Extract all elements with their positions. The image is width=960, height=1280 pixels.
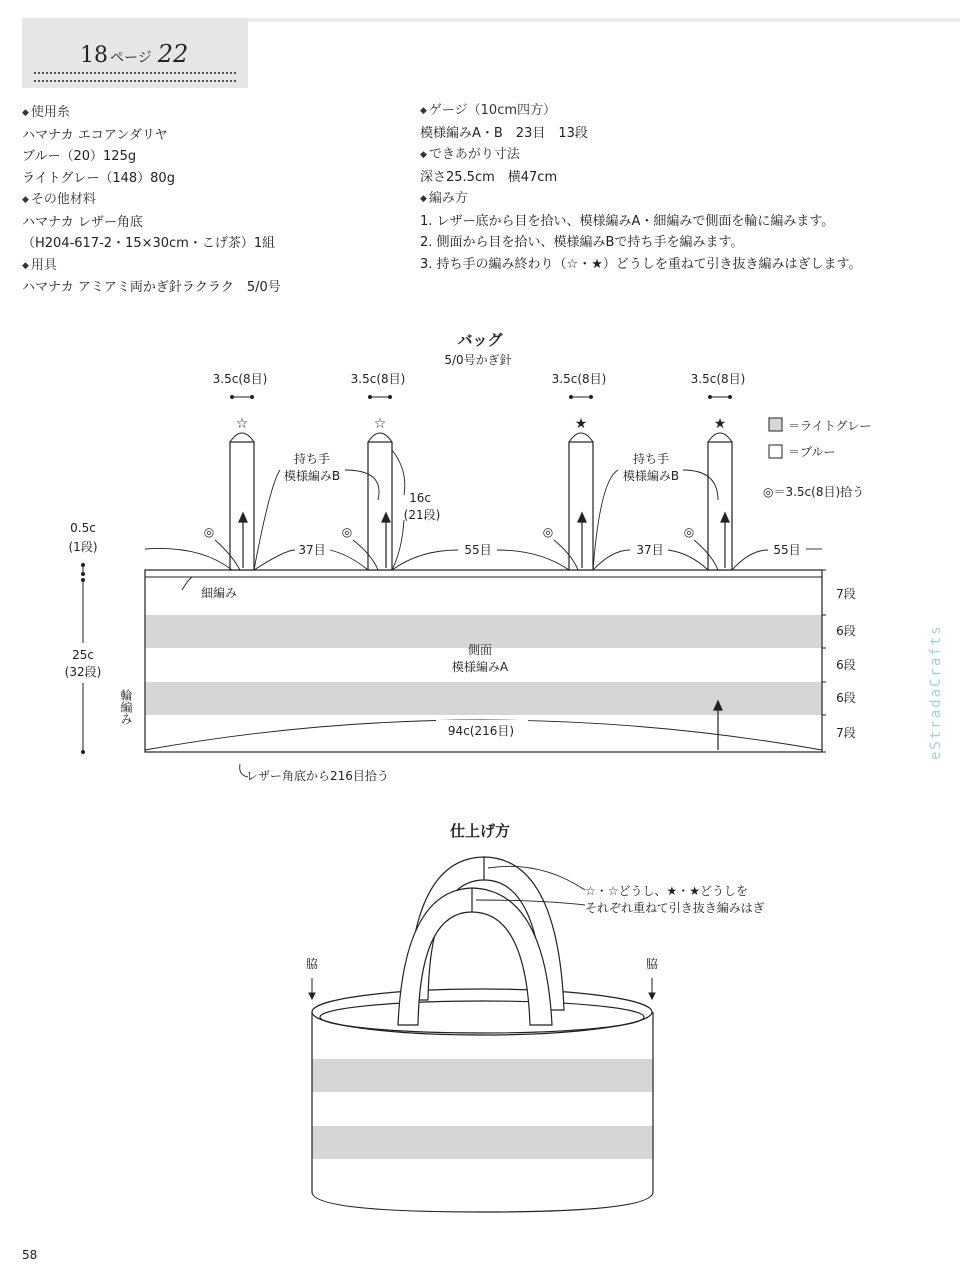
tools-line: ハマナカ アミアミ両かぎ針ラクラク 5/0号 <box>22 280 281 295</box>
yarn-line: ライトグレー（148）80g <box>22 170 175 186</box>
stripe-lightgray <box>312 1059 653 1092</box>
single-crochet-label: 細編み <box>201 586 238 600</box>
base-pickup-label: レザー角底から216目拾う <box>246 769 389 783</box>
other-materials-line: （H204-617-2・15×30cm・こげ茶）1組 <box>22 236 276 251</box>
side-seam-label: 脇 <box>305 957 319 971</box>
handle-height-rows: (21段) <box>403 508 441 522</box>
pickup-mark-icon: ◎ <box>341 525 353 539</box>
basket-outline <box>312 989 653 1212</box>
page-number: 58 <box>22 1248 38 1262</box>
gauge-line: 模様編みA・B 23目 13段 <box>420 125 588 141</box>
tools-heading: ◆ 用具 <box>22 255 281 278</box>
handle <box>368 442 392 570</box>
legend-lightgray-label: ＝ライトグレー <box>788 419 872 433</box>
yarn-line: ハマナカ エコアンダリヤ <box>22 127 168 143</box>
pickup-mark-icon: ◎ <box>203 525 215 539</box>
handle-label: 持ち手 <box>293 452 331 466</box>
handle <box>708 442 732 570</box>
top-row-count: (1段) <box>68 540 98 554</box>
top-row-height: 0.5c <box>70 521 96 535</box>
method-step: 1. レザー底から目を拾い、模様編みA・細編みで側面を輪に編みます。 <box>420 213 835 229</box>
rows-count: 7段 <box>836 587 856 601</box>
handle-pattern-label: 模様編みB <box>283 469 341 483</box>
ref-page-number: 18 <box>80 43 108 68</box>
bag-title: バッグ <box>457 331 503 349</box>
side-seam-label: 脇 <box>645 957 659 971</box>
handle-tips <box>230 433 732 442</box>
rows-count: 7段 <box>836 726 856 740</box>
header-rule <box>248 18 960 22</box>
size-heading: ◆ できあがり寸法 <box>420 144 861 167</box>
side-label: 側面 <box>467 643 493 657</box>
method-heading: ◆ 編み方 <box>420 188 861 211</box>
materials-section <box>22 102 281 299</box>
method-step: 2. 側面から目を拾い、模様編みBで持ち手を編みます。 <box>420 235 744 250</box>
body-height: 25c <box>72 648 94 662</box>
handle <box>569 442 593 570</box>
star-open-icon: ☆ <box>235 416 249 432</box>
gauge-heading: ◆ ゲージ（10cm四方） <box>420 100 861 123</box>
yarn-line: ブルー（20）125g <box>22 149 137 164</box>
star-filled-icon: ★ <box>713 416 727 432</box>
pattern-number: 22 <box>157 40 189 68</box>
page-title <box>80 40 188 68</box>
bag-diagram <box>0 320 960 790</box>
finishing-diagram <box>0 815 960 1215</box>
method-step: 3. 持ち手の編み終わり（☆・★）どうしを重ねて引き抜き編みはぎします。 <box>420 256 862 272</box>
gap-stitches: 55目 <box>464 543 492 557</box>
joining-note: それぞれ重ねて引き抜き編みはぎ <box>585 901 765 915</box>
gap-stitches: 55目 <box>773 543 801 557</box>
in-the-round-label: 輪編み <box>119 689 133 725</box>
joining-note: ☆・☆どうし、★・★どうしを <box>585 884 749 898</box>
handle-width: 3.5c(8目) <box>212 372 268 386</box>
side-pattern-label: 模様編みA <box>451 660 509 674</box>
finishing-title: 仕上げ方 <box>449 822 511 840</box>
size-line: 深さ25.5cm 横47cm <box>420 169 558 185</box>
body-row-count: (32段) <box>64 665 102 679</box>
legend-blue-label: ＝ブルー <box>788 445 836 459</box>
legend-pickup-label: ◎＝3.5c(8目)拾う <box>763 485 865 499</box>
rows-count: 6段 <box>836 691 856 705</box>
star-filled-icon: ★ <box>574 416 588 432</box>
rows-count: 6段 <box>836 624 856 638</box>
handle-width: 3.5c(8目) <box>350 372 406 386</box>
other-materials-line: ハマナカ レザー角底 <box>22 214 143 230</box>
handle <box>230 442 254 570</box>
handle-pattern-label: 模様編みB <box>622 469 680 483</box>
handle-width: 3.5c(8目) <box>551 372 607 386</box>
stripe-lightgray <box>312 1126 653 1159</box>
gap-stitches: 37目 <box>636 543 664 557</box>
width-ticks <box>231 396 732 399</box>
gap-stitches: 37目 <box>298 543 326 557</box>
handle-width: 3.5c(8目) <box>690 372 746 386</box>
star-open-icon: ☆ <box>373 416 387 432</box>
page-header <box>22 18 248 88</box>
rows-count: 6段 <box>836 658 856 672</box>
ref-page-word: ページ <box>110 50 152 66</box>
yarn-heading: ◆ 使用糸 <box>22 102 281 125</box>
pickup-mark-icon: ◎ <box>683 525 695 539</box>
hook-size: 5/0号かぎ針 <box>444 353 512 367</box>
pickup-mark-icon: ◎ <box>542 525 554 539</box>
header-dotted-rule <box>34 72 236 82</box>
legend-blue-swatch <box>769 445 782 458</box>
handle-height: 16c <box>409 491 431 505</box>
body-width: 94c(216目) <box>447 724 515 738</box>
watermark: eStradaCrafts <box>928 624 944 760</box>
specs-section <box>420 100 861 275</box>
other-materials-heading: ◆ その他材料 <box>22 189 281 212</box>
legend-lightgray-swatch <box>769 418 782 431</box>
handle-label: 持ち手 <box>632 452 670 466</box>
